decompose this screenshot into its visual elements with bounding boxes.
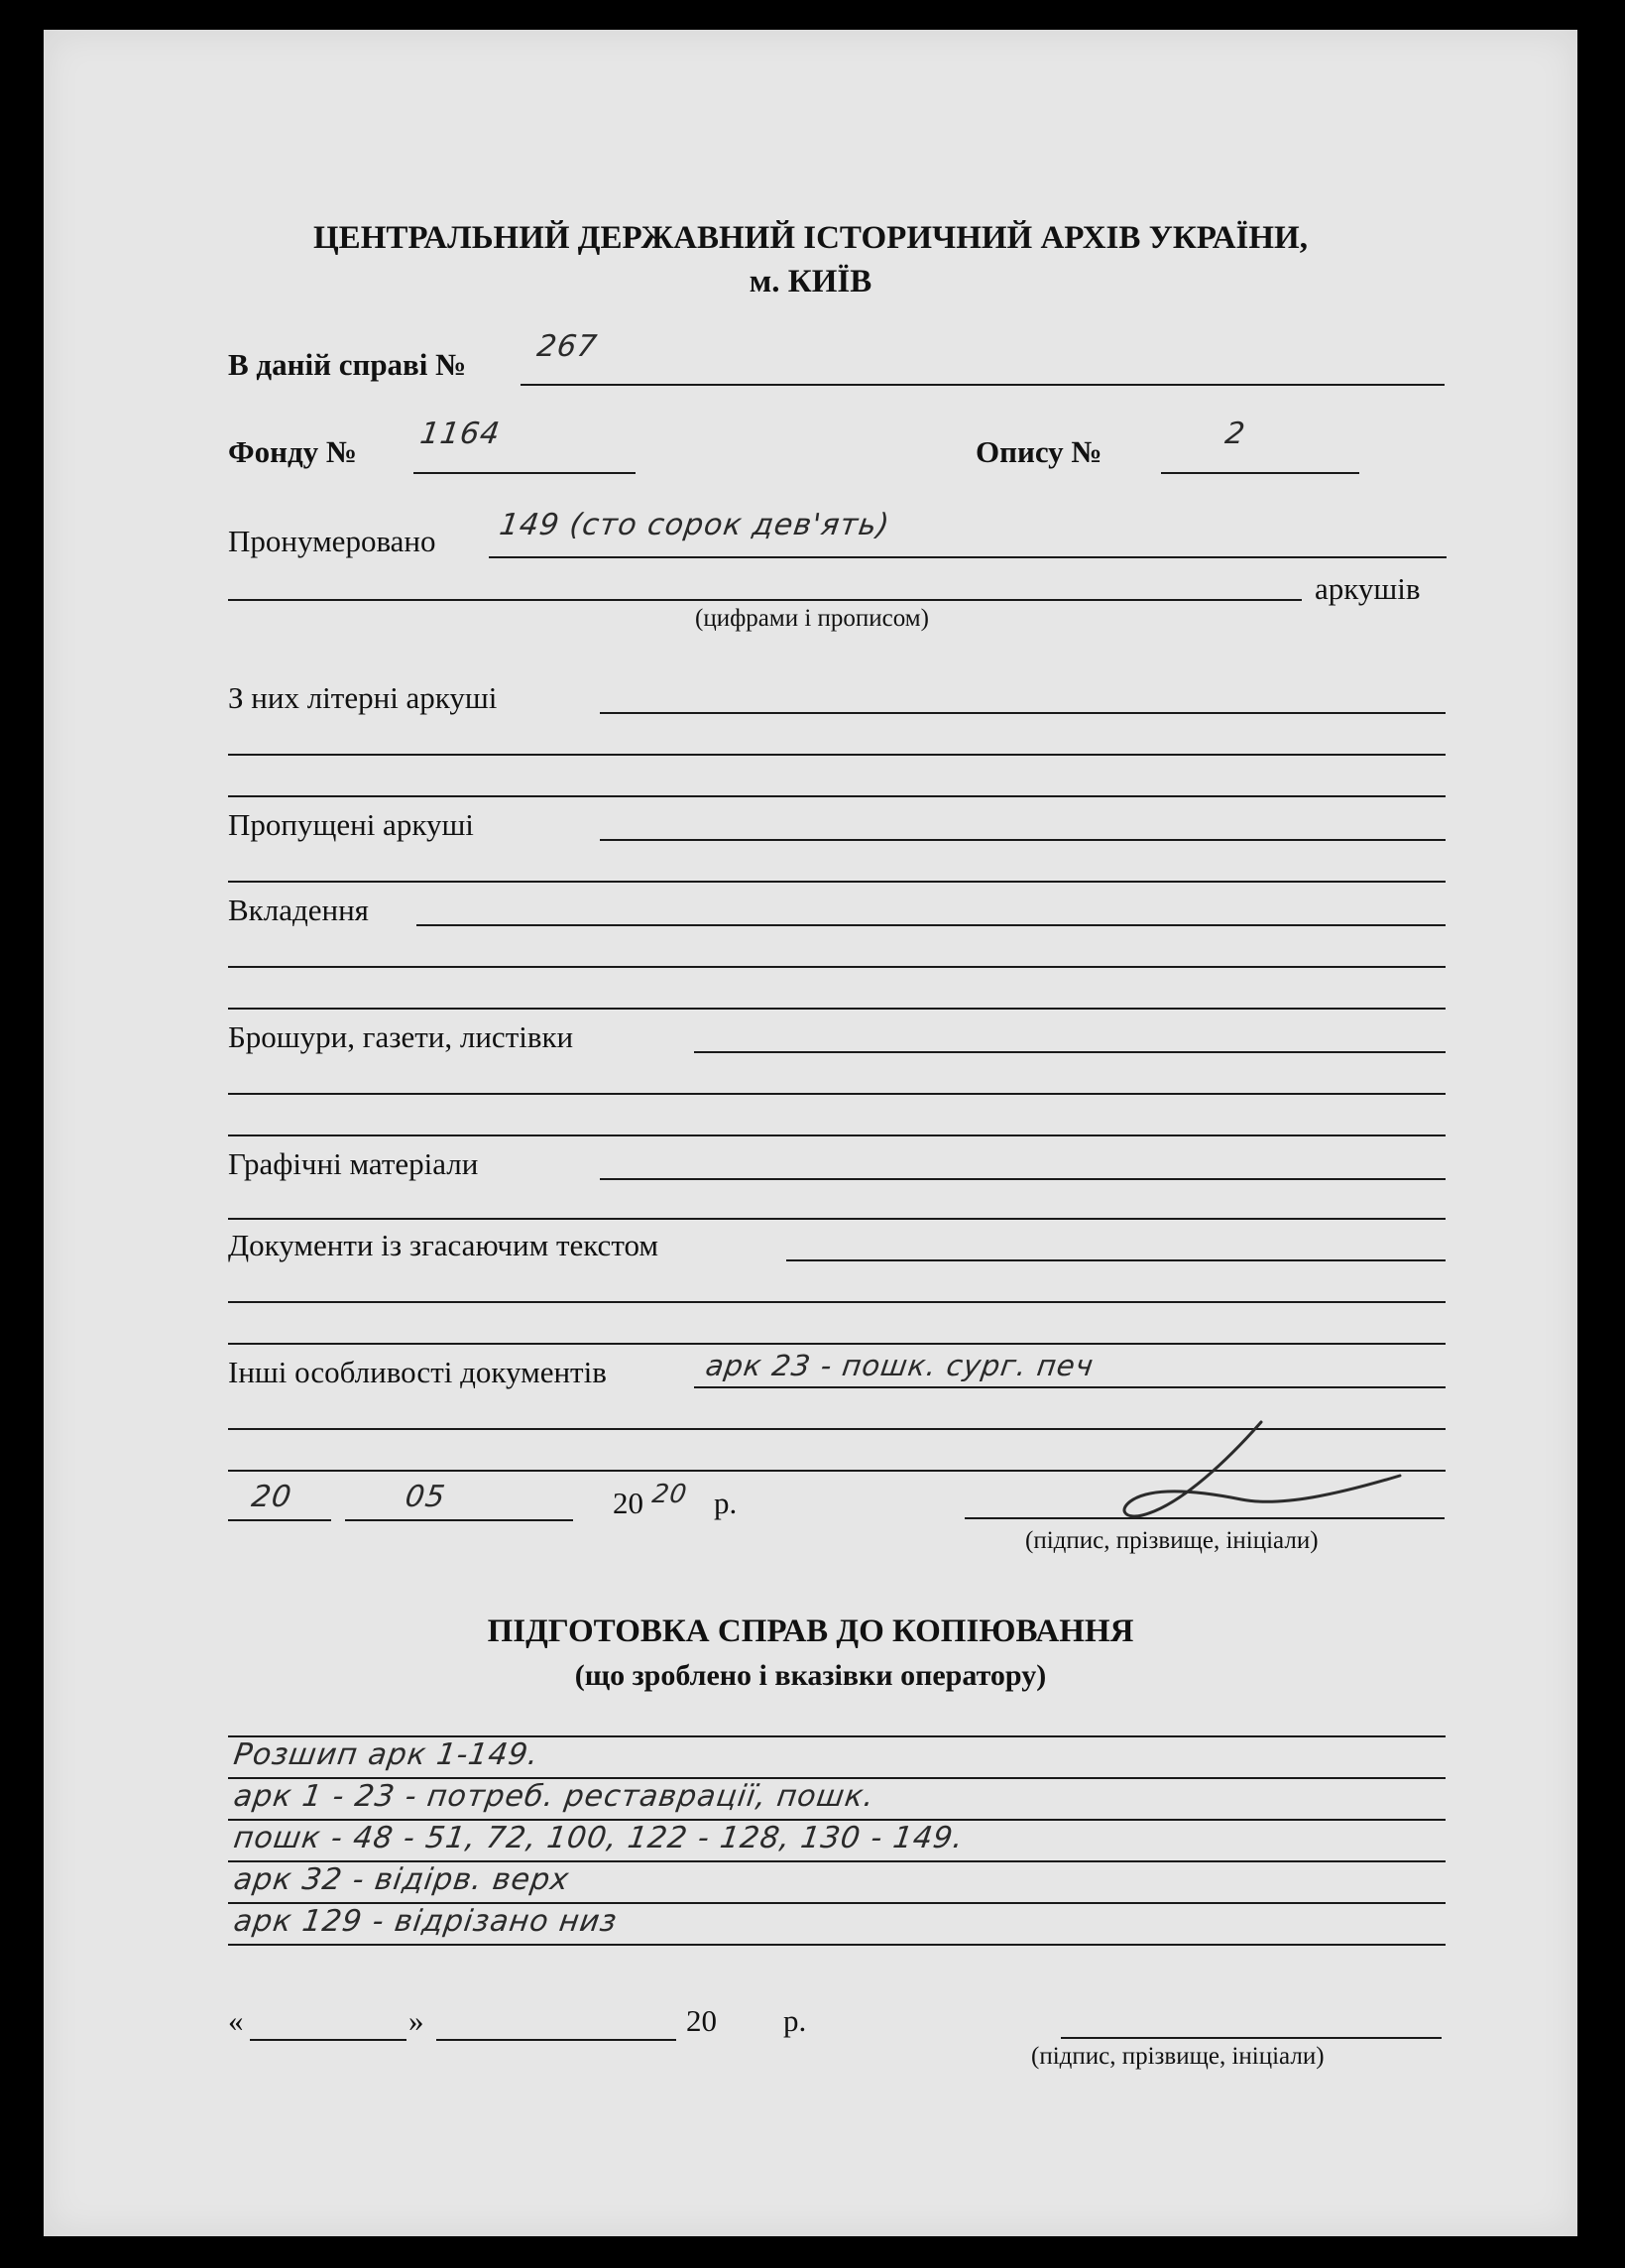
fond-value: 1164	[417, 417, 503, 451]
signature1-caption: (підпис, прізвище, ініціали)	[1025, 1527, 1319, 1554]
brochures-label: Брошури, газети, листівки	[228, 1019, 574, 1054]
attachments-label: Вкладення	[228, 893, 369, 927]
fading-docs-line-1	[786, 1259, 1446, 1261]
fading-docs-line-3	[228, 1343, 1446, 1345]
case-number-value: 267	[534, 329, 600, 364]
fond-line	[413, 472, 636, 474]
letter-sheets-line-2	[228, 754, 1446, 756]
date2-open-quote: «	[228, 2003, 244, 2038]
opys-label: Опису №	[976, 434, 1103, 469]
case-number-line	[521, 384, 1445, 386]
ops-note-1: Розшип арк 1-149.	[231, 1737, 541, 1772]
opys-line	[1161, 472, 1359, 474]
ops-note-5: арк 129 - відрізано низ	[231, 1904, 620, 1939]
signature2-line	[1061, 2037, 1442, 2039]
graphics-line-1	[600, 1178, 1446, 1180]
date1-day: 20	[249, 1480, 294, 1514]
section2-title: ПІДГОТОВКА СПРАВ ДО КОПІЮВАННЯ	[487, 1613, 1134, 1649]
missing-sheets-line-1	[600, 839, 1446, 841]
date1-r: р.	[714, 1486, 738, 1520]
letter-sheets-line-1	[600, 712, 1446, 714]
other-features-label: Інші особливості документів	[228, 1355, 607, 1389]
brochures-line-1	[694, 1051, 1446, 1053]
archive-form-page	[44, 30, 1577, 2236]
numbered-caption: (цифрами і прописом)	[695, 605, 929, 632]
date2-month-line	[436, 2039, 676, 2041]
numbered-suffix: аркушів	[1315, 571, 1421, 606]
ops-note-3: пошк - 48 - 51, 72, 100, 122 - 128, 130 - 149.	[231, 1821, 967, 1855]
brochures-line-2	[228, 1093, 1446, 1095]
date2-r: р.	[783, 2003, 807, 2038]
case-number-label: В даній справі №	[228, 347, 467, 382]
graphics-line-2	[228, 1218, 1446, 1220]
date1-day-line	[228, 1519, 331, 1521]
archive-city: м. КИЇВ	[749, 264, 872, 299]
date2-year-prefix: 20	[686, 2003, 717, 2038]
graphics-label: Графічні матеріали	[228, 1146, 479, 1181]
ops-note-4: арк 32 - відірв. верх	[231, 1862, 572, 1897]
numbered-line-2	[228, 599, 1302, 601]
date2-close-quote: »	[408, 2003, 424, 2038]
date1-year-suffix: 20	[649, 1480, 690, 1509]
archive-title: ЦЕНТРАЛЬНИЙ ДЕРЖАВНИЙ ІСТОРИЧНИЙ АРХІВ УКРАЇНИ,	[313, 220, 1308, 256]
letter-sheets-line-3	[228, 795, 1446, 797]
date1-month: 05	[403, 1480, 448, 1514]
attachments-line-2	[228, 966, 1446, 968]
numbered-label: Пронумеровано	[228, 524, 436, 558]
signature1-image	[1112, 1416, 1410, 1535]
date1-year-prefix: 20	[613, 1486, 643, 1520]
missing-sheets-line-2	[228, 881, 1446, 883]
other-features-value: арк 23 - пошк. сург. печ	[703, 1349, 1097, 1382]
attachments-line-3	[228, 1008, 1446, 1010]
ops-note-2: арк 1 - 23 - потреб. реставрації, пошк.	[231, 1779, 877, 1814]
fading-docs-line-2	[228, 1301, 1446, 1303]
date2-day-line	[250, 2039, 406, 2041]
signature2-caption: (підпис, прізвище, ініціали)	[1031, 2043, 1325, 2070]
opys-value: 2	[1222, 417, 1248, 451]
section2-subtitle: (що зроблено і вказівки оператору)	[574, 1659, 1047, 1692]
numbered-value: 149 (сто сорок дев'ять)	[497, 508, 892, 542]
missing-sheets-label: Пропущені аркуші	[228, 807, 474, 842]
ops-line-5	[228, 1944, 1446, 1946]
numbered-line-1	[489, 556, 1447, 558]
attachments-line-1	[416, 924, 1446, 926]
other-features-line-1	[694, 1386, 1446, 1388]
brochures-line-3	[228, 1134, 1446, 1136]
letter-sheets-label: З них літерні аркуші	[228, 680, 498, 715]
date1-month-line	[345, 1519, 573, 1521]
fading-docs-label: Документи із згасаючим текстом	[228, 1228, 658, 1262]
fond-label: Фонду №	[228, 434, 358, 469]
